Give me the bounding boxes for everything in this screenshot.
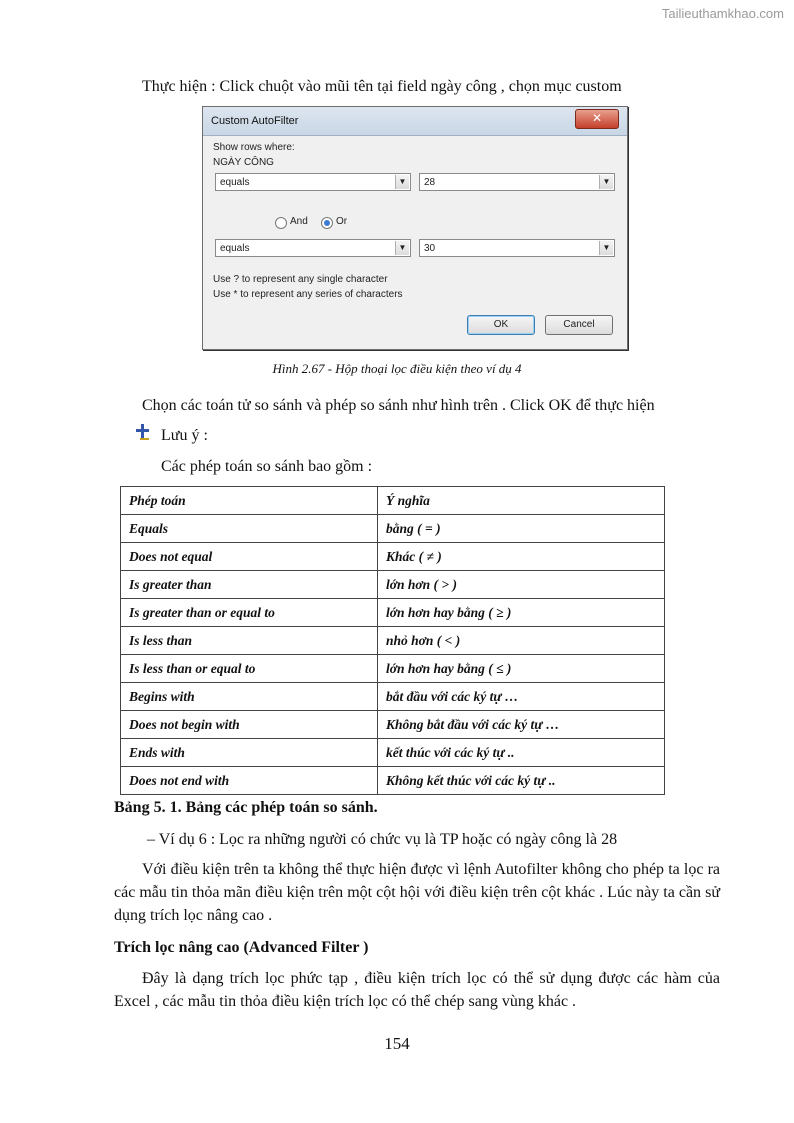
or-radio-label[interactable]: Or [336, 216, 348, 227]
note-bullet-icon [136, 424, 150, 440]
hint-single-char: Use ? to represent any single character [213, 274, 388, 285]
table-row [121, 543, 665, 571]
table-row [121, 711, 665, 739]
table-row [121, 739, 665, 767]
close-icon[interactable]: ✕ [575, 109, 619, 129]
operator-cell: Does not end with [121, 767, 378, 795]
table-header-cell: Ý nghĩa [378, 487, 665, 515]
and-radio-label[interactable]: And [290, 216, 308, 227]
operator-cell: Does not equal [121, 543, 378, 571]
hint-series-chars: Use * to represent any series of characters [213, 289, 403, 300]
table-row [121, 767, 665, 795]
condition2-operator-value: equals [220, 243, 250, 254]
condition1-value: 28 [424, 177, 436, 188]
condition2-value: 30 [424, 243, 436, 254]
condition1-operator-select[interactable] [215, 173, 411, 191]
figure-caption: Hình 2.67 - Hộp thoại lọc điều kiện theo ví dụ 4 [272, 361, 522, 376]
note-label: Lưu ý : [161, 427, 208, 444]
example-line: – Ví dụ 6 : Lọc ra những người có chức vụ là TP hoặc có ngày công là 28 [147, 831, 618, 848]
condition1-value-select[interactable] [419, 173, 615, 191]
table-row [121, 515, 665, 543]
table-caption: Bảng 5. 1. Bảng các phép toán so sánh. [114, 799, 378, 816]
operator-cell: Ends with [121, 739, 378, 767]
operator-cell: Equals [121, 515, 378, 543]
custom-autofilter-dialog [202, 106, 628, 350]
meaning-cell: bằng ( = ) [378, 515, 665, 543]
cancel-button[interactable]: Cancel [545, 315, 613, 335]
table-row [121, 655, 665, 683]
dialog-title: Custom AutoFilter [211, 115, 299, 127]
meaning-cell: Không bắt đầu với các ký tự … [378, 711, 665, 739]
instruction-line: Chọn các toán tử so sánh và phép so sánh như hình trên . Click OK để thực hiện [142, 397, 655, 414]
operator-cell: Is greater than [121, 571, 378, 599]
intro-line: Thực hiện : Click chuột vào mũi tên tại field ngày công , chọn mục custom [142, 78, 622, 95]
meaning-cell: bắt đầu với các ký tự … [378, 683, 665, 711]
dialog-title-bar [203, 107, 627, 136]
table-row [121, 627, 665, 655]
table-row [121, 599, 665, 627]
chevron-down-icon[interactable]: ▼ [395, 175, 409, 189]
and-radio[interactable] [275, 217, 287, 229]
meaning-cell: lớn hơn ( > ) [378, 571, 665, 599]
chevron-down-icon[interactable]: ▼ [395, 241, 409, 255]
meaning-cell: Khác ( ≠ ) [378, 543, 665, 571]
operator-cell: Is less than or equal to [121, 655, 378, 683]
table-header-cell: Phép toán [121, 487, 378, 515]
ok-button[interactable]: OK [467, 315, 535, 335]
operator-cell: Is less than [121, 627, 378, 655]
watermark: Tailieuthamkhao.com [661, 6, 784, 21]
table-header-row [121, 487, 665, 515]
operator-cell: Does not begin with [121, 711, 378, 739]
field-name-label: NGÀY CÔNG [213, 157, 274, 168]
meaning-cell: lớn hơn hay bằng ( ≤ ) [378, 655, 665, 683]
operator-cell: Is greater than or equal to [121, 599, 378, 627]
table-row [121, 571, 665, 599]
or-radio[interactable] [321, 217, 333, 229]
table-row [121, 683, 665, 711]
operator-cell: Begins with [121, 683, 378, 711]
chevron-down-icon[interactable]: ▼ [599, 175, 613, 189]
condition2-value-select[interactable] [419, 239, 615, 257]
paragraph-autofilter-limit: Với điều kiện trên ta không thể thực hiện được vì lệnh Autofilter không cho phép ta lọc ra các mẫu tin thỏa mãn điều kiện trên một cột hội với điều kiện trên cột khác . Lúc này ta cần sử dụng trích lọc nâng cao . [114, 861, 720, 924]
meaning-cell: kết thúc với các ký tự .. [378, 739, 665, 767]
ops-intro: Các phép toán so sánh bao gồm : [161, 458, 373, 475]
comparison-operators-table [120, 486, 665, 795]
paragraph-advanced-filter: Đây là dạng trích lọc phức tạp , điều kiện trích lọc có thể sử dụng được các hàm của Excel , các mẫu tin thỏa điều kiện trích lọc có thể chép sang vùng khác . [114, 970, 720, 1010]
section-heading: Trích lọc nâng cao (Advanced Filter ) [114, 939, 369, 956]
meaning-cell: lớn hơn hay bằng ( ≥ ) [378, 599, 665, 627]
condition2-operator-select[interactable] [215, 239, 411, 257]
meaning-cell: Không kết thúc với các ký tự .. [378, 767, 665, 795]
meaning-cell: nhỏ hơn ( < ) [378, 627, 665, 655]
chevron-down-icon[interactable]: ▼ [599, 241, 613, 255]
condition1-operator-value: equals [220, 177, 250, 188]
show-rows-label: Show rows where: [213, 142, 295, 153]
page-number: 154 [384, 1034, 410, 1053]
